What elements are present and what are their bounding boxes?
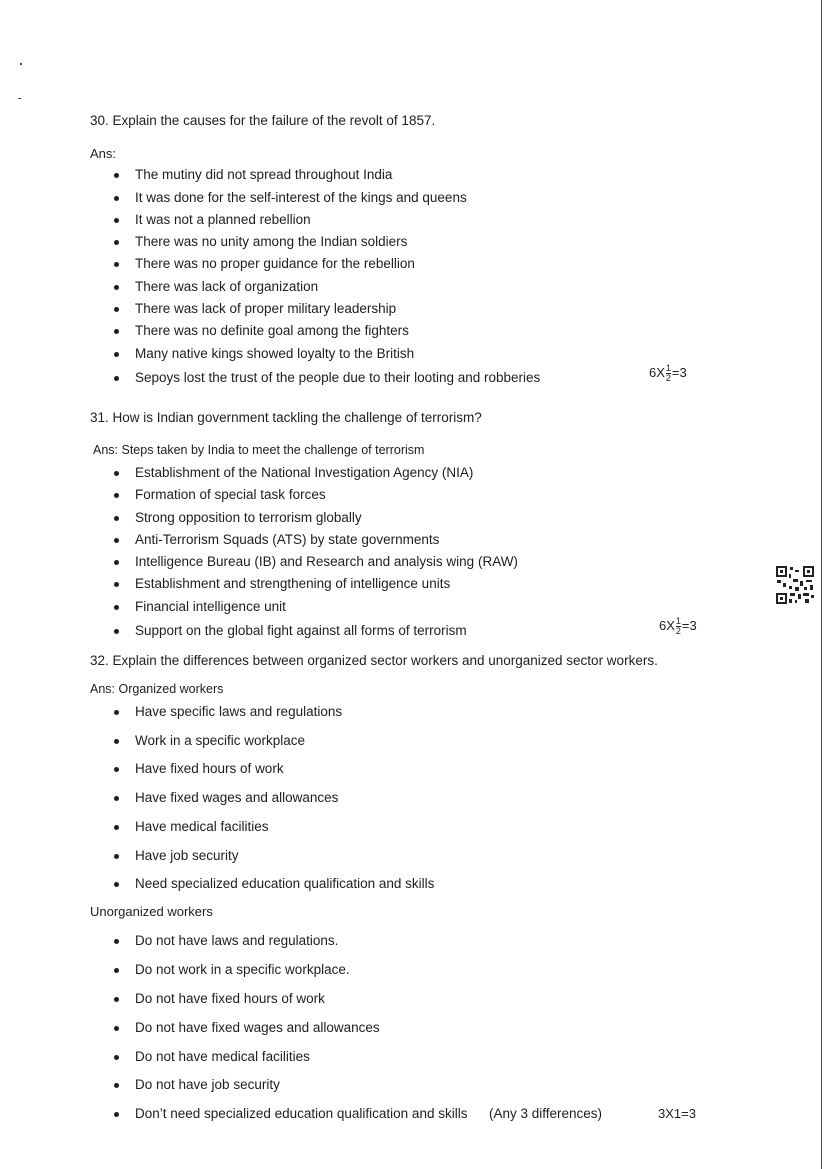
bullet [114,882,119,887]
bullet [114,352,119,357]
list-item: Sepoys lost the trust of the people due to their looting and robberies [135,370,541,385]
bullet [114,939,119,944]
qr-code [775,565,815,605]
bullet [114,997,119,1002]
bullet [114,739,119,744]
scan-speck [18,98,21,99]
list-item: There was lack of organization [135,279,319,294]
bullet [114,471,119,476]
list-item: Financial intelligence unit [135,599,286,614]
list-item: There was no definite goal among the fighters [135,323,409,338]
bullet [114,1055,119,1060]
q32-marks: 3X1=3 [658,1106,696,1121]
bullet [114,629,119,634]
list-item: Do not have fixed hours of work [135,991,325,1006]
list-item: The mutiny did not spread throughout India [135,167,393,182]
unorganized-label: Unorganized workers [90,904,213,919]
q32-ans-label: Ans: Organized workers [90,682,224,696]
list-item: There was no unity among the Indian soldiers [135,234,408,249]
bullet [114,1026,119,1031]
bullet [114,493,119,498]
list-item: Do not have fixed wages and allowances [135,1020,380,1035]
list-item: There was no proper guidance for the rebellion [135,256,415,271]
list-item: There was lack of proper military leadership [135,301,397,316]
any-differences-note: (Any 3 differences) [489,1106,603,1121]
question-30: 30. Explain the causes for the failure of the revolt of 1857. [90,113,436,128]
list-item: It was done for the self-interest of the kings and queens [135,190,467,205]
list-item: Intelligence Bureau (IB) and Research and analysis wing (RAW) [135,554,518,569]
list-item: Do not work in a specific workplace. [135,962,350,977]
list-item: Support on the global fight against all forms of terrorism [135,623,467,638]
bullet [114,262,119,267]
bullet [114,307,119,312]
bullet [114,605,119,610]
bullet [114,825,119,830]
bullet [114,285,119,290]
list-item: Strong opposition to terrorism globally [135,510,362,525]
bullet [114,196,119,201]
bullet [114,767,119,772]
bullet [114,173,119,178]
bullet [114,1083,119,1088]
bullet [114,538,119,543]
list-item: Anti-Terrorism Squads (ATS) by state governments [135,532,440,547]
bullet [114,218,119,223]
bullet [114,329,119,334]
q31-ans-label: Ans: Steps taken by India to meet the challenge of terrorism [93,443,425,457]
bullet [114,516,119,521]
list-item: Have fixed wages and allowances [135,790,339,805]
bullet [114,240,119,245]
list-item: Do not have laws and regulations. [135,933,339,948]
q31-marks: 6X $\frac{1}{2}$ =3 [659,616,697,636]
bullet [114,710,119,715]
list-item: Formation of special task forces [135,487,326,502]
bullet [114,1112,119,1117]
list-item: Have fixed hours of work [135,761,284,776]
page-edge-line [821,0,822,1169]
bullet [114,376,119,381]
scan-speck [20,63,22,65]
list-item: Have medical facilities [135,819,269,834]
bullet [114,582,119,587]
list-item: It was not a planned rebellion [135,212,311,227]
list-item: Have specific laws and regulations [135,704,343,719]
q30-ans-label: Ans: [90,146,117,161]
q30-marks: 6X $\frac{1}{2}$ =3 [649,363,687,383]
bullet [114,968,119,973]
bullet [114,854,119,859]
list-item: Establishment of the National Investigation Agency (NIA) [135,465,474,480]
list-item: Do not have medical facilities [135,1049,310,1064]
list-item: Do not have job security [135,1077,280,1092]
question-32: 32. Explain the differences between organized sector workers and unorganized sector workers. [90,653,658,668]
list-item: Establishment and strengthening of intelligence units [135,576,451,591]
bullet [114,560,119,565]
bullet [114,796,119,801]
list-item: Work in a specific workplace [135,733,306,748]
list-item: Have job security [135,848,239,863]
question-31: 31. How is Indian government tackling the challenge of terrorism? [90,410,482,425]
list-item: Need specialized education qualification and skills [135,876,435,891]
list-item: Don’t need specialized education qualification and skills [135,1106,468,1121]
list-item: Many native kings showed loyalty to the British [135,346,415,361]
